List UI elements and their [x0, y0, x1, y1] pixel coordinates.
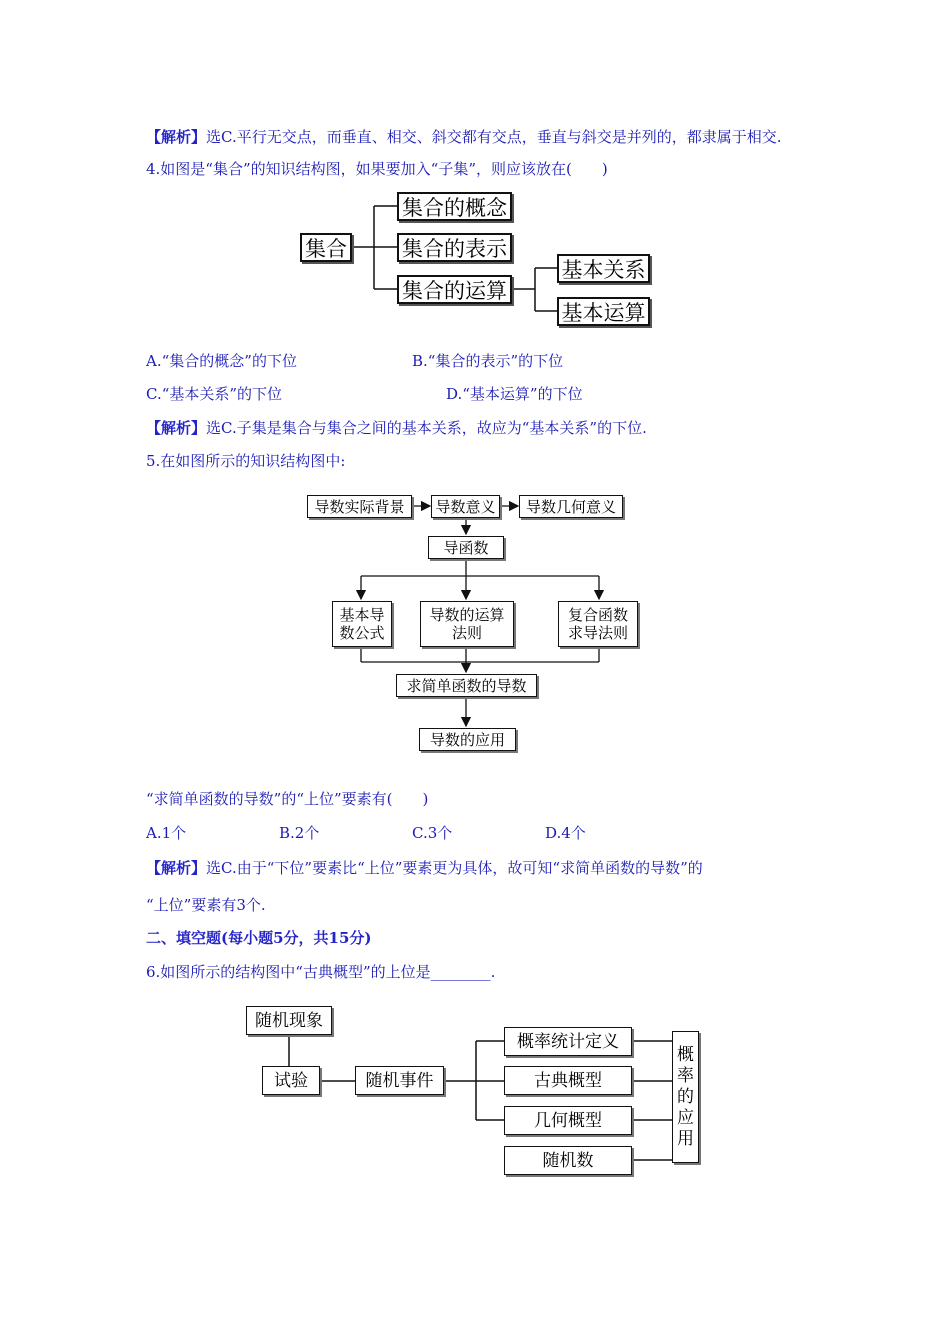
statistical-definition-box: 概率统计定义 [504, 1027, 632, 1056]
probability-application-box [672, 1031, 699, 1163]
box-line: 基本导 [339, 606, 385, 624]
q5-option-a: A.1个 [146, 824, 187, 842]
q5-analysis-line2: “上位”要素有3个. [146, 896, 266, 914]
derivative-geometric-box: 导数几何意义 [519, 495, 623, 518]
analysis-tag: 【解析】 [146, 859, 207, 877]
q5-question: “求简单函数的导数”的“上位”要素有( ) [146, 790, 429, 808]
basic-relation-box: 基本关系 [557, 254, 650, 283]
q4-option-c: C.“基本关系”的下位 [146, 385, 283, 403]
q4-option-a: A.“集合的概念”的下位 [146, 352, 297, 370]
vertical-char: 的 [677, 1086, 694, 1107]
classical-model-box: 古典概型 [504, 1066, 632, 1095]
q5-option-b: B.2个 [279, 824, 320, 842]
q4-option-d: D.“基本运算”的下位 [446, 385, 583, 403]
basic-operation-box: 基本运算 [557, 297, 650, 326]
set-representation-box: 集合的表示 [397, 233, 512, 262]
geometric-model-box: 几何概型 [504, 1106, 632, 1135]
analysis-text: 选C.平行无交点，而垂直、相交、斜交都有交点，垂直与斜交是并列的，都隶属于相交. [206, 128, 782, 146]
q5-stem: 5.在如图所示的知识结构图中: [146, 452, 346, 470]
set-operation-box: 集合的运算 [397, 275, 512, 304]
random-phenomenon-box: 随机现象 [246, 1006, 332, 1035]
analysis-text: 选C.子集是集合与集合之间的基本关系，故应为“基本关系”的下位. [206, 419, 647, 437]
set-concept-box: 集合的概念 [397, 192, 512, 221]
q6-stem: 6.如图所示的结构图中“古典概型”的上位是________. [146, 963, 496, 981]
analysis-tag: 【解析】 [146, 419, 207, 437]
box-line: 复合函数 [567, 606, 628, 624]
random-event-box: 随机事件 [355, 1066, 444, 1095]
vertical-char: 应 [677, 1107, 694, 1128]
random-number-box: 随机数 [504, 1146, 632, 1175]
analysis-text: 选C.由于“下位”要素比“上位”要素更为具体，故可知“求简单函数的导数”的 [206, 859, 703, 877]
derivative-background-box: 导数实际背景 [307, 495, 412, 518]
vertical-char: 率 [677, 1065, 694, 1086]
section-title: 二、填空题(每小题5分，共15分) [146, 929, 372, 947]
simple-derivative-box: 求简单函数的导数 [396, 674, 537, 697]
set-root-box: 集合 [300, 233, 352, 262]
box-line: 法则 [451, 624, 482, 642]
box-line: 求导法则 [567, 624, 628, 642]
derivative-function-box: 导函数 [428, 536, 504, 559]
vertical-char: 概 [677, 1044, 694, 1065]
q5-option-d: D.4个 [545, 824, 586, 842]
box-line: 导数的运算 [429, 606, 505, 624]
q5-option-c: C.3个 [412, 824, 453, 842]
analysis-tag: 【解析】 [146, 128, 207, 146]
derivative-application-box: 导数的应用 [419, 728, 516, 751]
experiment-box: 试验 [262, 1066, 320, 1095]
derivative-meaning-box: 导数意义 [431, 495, 500, 518]
vertical-char: 用 [677, 1128, 694, 1149]
q4-option-b: B.“集合的表示”的下位 [412, 352, 564, 370]
box-line: 数公式 [339, 624, 385, 642]
q4-stem: 4.如图是“集合”的知识结构图，如果要加入“子集”，则应该放在( ) [146, 160, 608, 178]
